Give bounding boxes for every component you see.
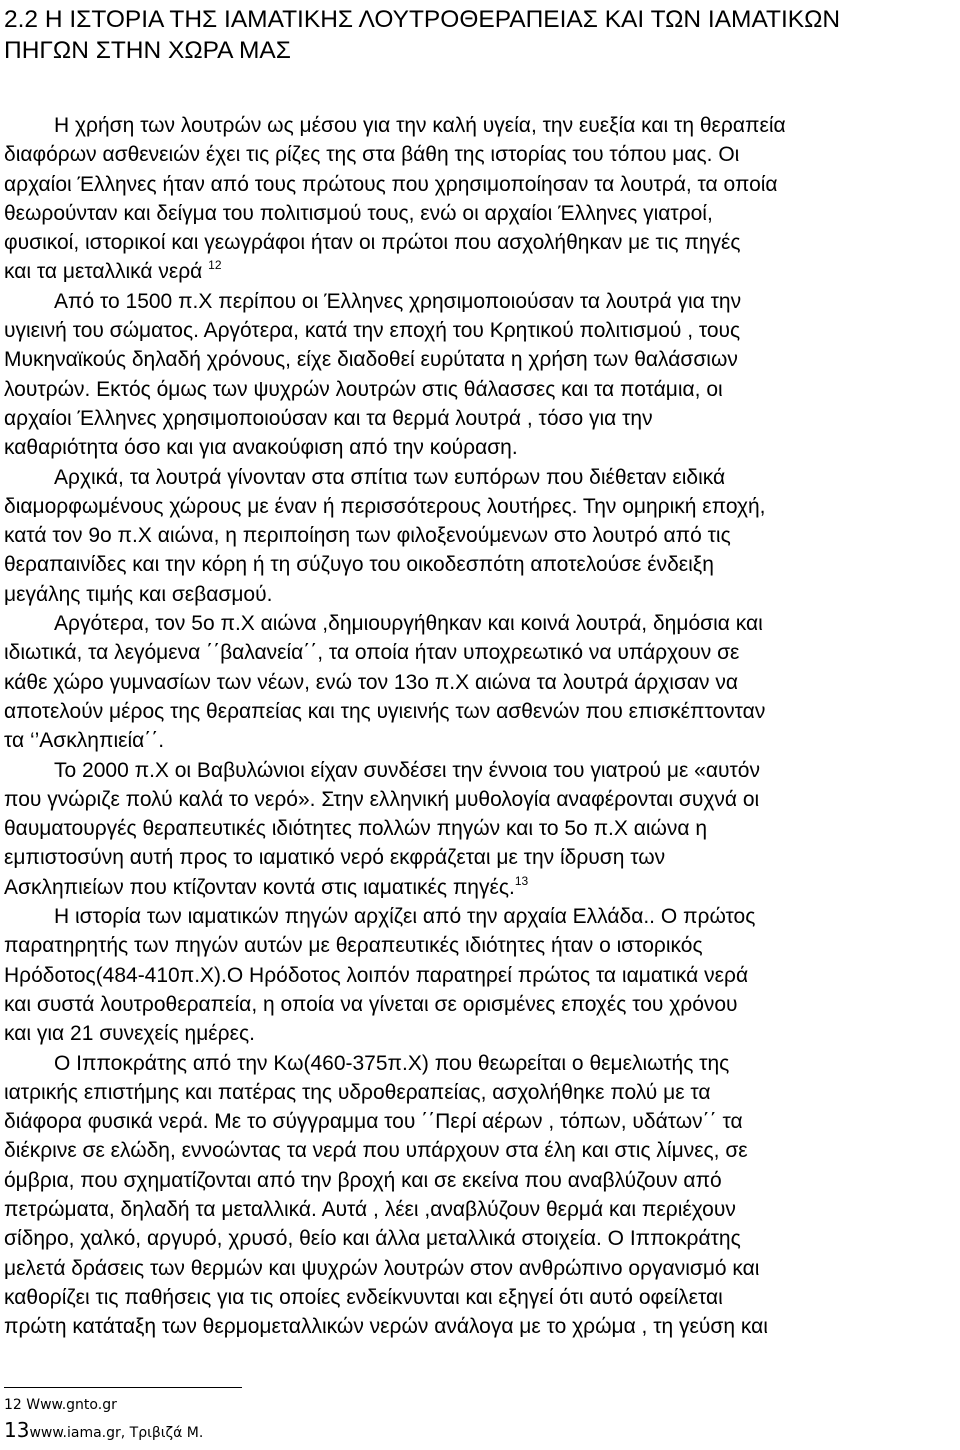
text-line: καθαριότητα όσο και για ανακούφιση από την κούραση. xyxy=(4,436,518,460)
text-line xyxy=(4,873,956,902)
text-line: εμπιστοσύνη αυτή προς το ιαματικό νερό εκφράζεται με την ίδρυση των xyxy=(4,846,666,870)
text-line: διαμορφωμένους χώρους με έναν ή περισσότερους λουτήρες. Την ομηρική εποχή, xyxy=(4,494,766,518)
text-line: μεγάλης τιμής και σεβασμού. xyxy=(4,582,273,606)
text-line: Ηρόδοτος(484-410π.Χ).Ο Ηρόδοτος λοιπόν παρατηρεί πρώτος τα ιαματικά νερά xyxy=(4,963,749,987)
text-line: μελετά δράσεις των θερμών και ψυχρών λουτρών στον ανθρώπινο οργανισμό και xyxy=(4,1256,760,1280)
text-line: Η ιστορία των ιαματικών πηγών αρχίζει από την αρχαία Ελλάδα.. Ο πρώτος xyxy=(54,905,756,929)
text-line xyxy=(4,257,956,286)
text-line: λουτρών. Εκτός όμως των ψυχρών λουτρών στις θάλασσες και τα ποτάμια, οι xyxy=(4,377,723,401)
footnote-12: 12 Www.gnto.gr xyxy=(4,1397,117,1413)
text-line: αρχαίοι Έλληνες χρησιμοποιούσαν και τα θερμά λουτρά , τόσο για την xyxy=(4,406,653,430)
text-line: διάφορα φυσικά νερά. Με το σύγγραμμα του ΄΄Περί αέρων , τόπων, υδάτων΄΄ τα xyxy=(4,1110,743,1134)
paragraph-5 xyxy=(4,756,956,902)
paragraph-7 xyxy=(4,1049,956,1342)
text-line: και συστά λουτροθεραπεία, η οποία να γίνεται σε ορισμένες εποχές του χρόνου xyxy=(4,992,738,1016)
text-line: σίδηρο, χαλκό, αργυρό, χρυσό, θείο και άλλα μεταλλικά στοιχεία. Ο Ιπποκράτης xyxy=(4,1227,741,1251)
paragraph-2 xyxy=(4,287,956,463)
text-line: Αργότερα, τον 5ο π.Χ αιώνα ,δημιουργήθηκαν και κοινά λουτρά, δημόσια και xyxy=(54,612,763,636)
text-line: Ο Ιπποκράτης από την Κω(460-375π.Χ) που θεωρείται ο θεμελιωτής της xyxy=(54,1051,730,1075)
footnote-ref-13: 13 xyxy=(514,873,529,888)
heading-line-1: 2.2 Η ΙΣΤΟΡΙΑ ΤΗΣ ΙΑΜΑΤΙΚΗΣ ΛΟΥΤΡΟΘΕΡΑΠΕΙΑΣ ΚΑΙ ΤΩΝ ΙΑΜΑΤΙΚΩΝ xyxy=(4,6,841,33)
text-line: υγιεινή του σώματος. Αργότερα, κατά την εποχή του Κρητικού πολιτισμού , τους xyxy=(4,319,741,343)
text-line: αποτελούν μέρος της θεραπείας και της υγιεινής των ασθενών που επισκέπτονταν xyxy=(4,699,766,723)
text-line: θεραπαινίδες και την κόρη ή τη σύζυγο του οικοδεσπότη αποτελούσε ένδειξη xyxy=(4,553,714,577)
text-line: τα ‘’Ασκληπιεία΄΄. xyxy=(4,729,165,753)
text-fragment: και τα μεταλλικά νερά xyxy=(4,260,203,284)
footnotes xyxy=(4,1395,203,1445)
footnote-13-number: 13 xyxy=(4,1418,30,1442)
text-line: Η χρήση των λουτρών ως μέσου για την καλή υγεία, την ευεξία και τη θεραπεία xyxy=(54,114,786,137)
document-body xyxy=(4,111,956,1341)
text-line: διαφόρων ασθενειών έχει τις ρίζες της στα βάθη της ιστορίας του τόπου μας. Οι xyxy=(4,143,740,167)
paragraph-6 xyxy=(4,902,956,1048)
text-line: φυσικοί, ιστορικοί και γεωγράφοι ήταν οι πρώτοι που ασχολήθηκαν με τις πηγές xyxy=(4,231,741,255)
section-heading xyxy=(4,4,956,66)
footnote-divider xyxy=(4,1387,242,1388)
text-line: Από το 1500 π.Χ περίπου οι Έλληνες χρησιμοποιούσαν τα λουτρά για την xyxy=(54,289,742,313)
heading-line-2: ΠΗΓΩΝ ΣΤΗΝ ΧΩΡΑ ΜΑΣ xyxy=(4,37,291,64)
text-line: αρχαίοι Έλληνες ήταν από τους πρώτους που χρησιμοποίησαν τα λουτρά, τα οποία xyxy=(4,172,778,196)
text-line: πρώτη κατάταξη των θερμομεταλλικών νερών ανάλογα με το χρώμα , τη γεύση και xyxy=(4,1315,768,1339)
paragraph-4 xyxy=(4,609,956,755)
text-line: θεωρούνταν και δείγμα του πολιτισμού τους, ενώ οι αρχαίοι Έλληνες γιατροί, xyxy=(4,201,713,225)
text-line: που γνώριζε πολύ καλά το νερό». Στην ελληνική μυθολογία αναφέρονται συχνά οι xyxy=(4,787,760,811)
text-line: όμβρια, που σχηματίζονται από την βροχή και σε εκείνα που αναβλύζουν από xyxy=(4,1168,722,1192)
text-line: Το 2000 π.Χ οι Βαβυλώνιοι είχαν συνδέσει την έννοια του γιατρού με «αυτόν xyxy=(54,758,760,782)
text-line: παρατηρητής των πηγών αυτών με θεραπευτικές ιδιότητες ήταν ο ιστορικός xyxy=(4,934,703,958)
text-line: πετρώματα, δηλαδή τα μεταλλικά. Αυτά , λέει ,αναβλύζουν θερμά και περιέχουν xyxy=(4,1197,736,1221)
text-line: και για 21 συνεχείς ημέρες. xyxy=(4,1022,255,1046)
footnote-13-text: www.iama.gr, Τριβιζά Μ. xyxy=(29,1425,204,1441)
text-line: ιδιωτικά, τα λεγόμενα ΄΄βαλανεία΄΄, τα οποία ήταν υποχρεωτικό να υπάρχουν σε xyxy=(4,641,740,665)
paragraph-3 xyxy=(4,463,956,609)
text-line: κάθε χώρο γυμνασίων των νέων, ενώ τον 13ο π.Χ αιώνα τα λουτρά άρχισαν να xyxy=(4,670,739,694)
text-line: Μυκηναϊκούς δηλαδή χρόνους, είχε διαδοθεί ευρύτατα η χρήση των θαλάσσιων xyxy=(4,348,738,372)
paragraph-1 xyxy=(4,111,956,287)
text-line: διέκρινε σε ελώδη, εννοώντας τα νερά που υπάρχουν στα έλη και στις λίμνες, σε xyxy=(4,1139,748,1163)
text-line: θαυματουργές θεραπευτικές ιδιότητες πολλών πηγών και το 5ο π.Χ αιώνα η xyxy=(4,817,708,841)
text-line: ιατρικής επιστήμης και πατέρας της υδροθεραπείας, ασχολήθηκε πολύ με τα xyxy=(4,1080,711,1104)
footnote-13 xyxy=(4,1418,203,1445)
text-fragment: Ασκληπιείων που κτίζονταν κοντά στις ιαματικές πηγές. xyxy=(4,875,515,899)
text-line: καθορίζει τις παθήσεις για τις οποίες ενδείκνυνται και εξηγεί ότι αυτό οφείλεται xyxy=(4,1285,723,1309)
text-line: κατά τον 9ο π.Χ αιώνα, η περιποίηση των φιλοξενούμενων στο λουτρό από τις xyxy=(4,524,731,548)
document-page xyxy=(4,0,956,1341)
footnote-ref-12: 12 xyxy=(208,258,222,273)
text-line: Αρχικά, τα λουτρά γίνονταν στα σπίτια των ευπόρων που διέθεταν ειδικά xyxy=(54,465,726,489)
